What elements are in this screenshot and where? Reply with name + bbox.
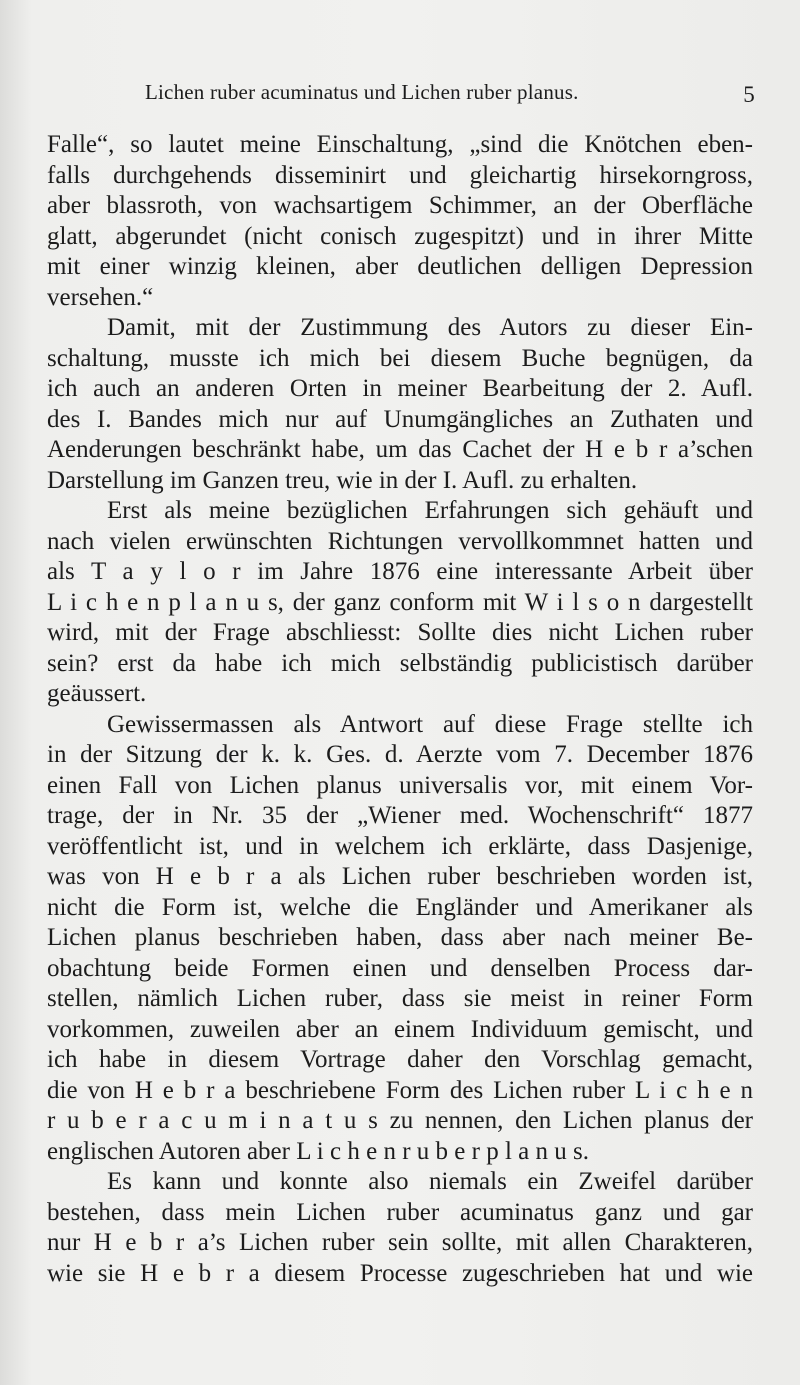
text-line: falls durchgehends disseminirt und gleichartig hirsekorngross, (47, 161, 753, 189)
text-line: ich habe in diesem Vortrage daher den Vorschlag gemacht, (47, 1046, 753, 1073)
running-title: Lichen ruber acuminatus und Lichen ruber planus. (145, 80, 579, 104)
text-line: Damit, mit der Zustimmung des Autors zu dieser Ein- (107, 314, 753, 341)
text-line: ich auch an anderen Orten in meiner Bearbeitung der 2. Aufl. (47, 375, 753, 402)
text-line: was von H e b r a als Lichen ruber beschrieben worden ist, (47, 863, 753, 890)
text-line: veröffentlicht ist, und in welchem ich erklärte, dass Dasjenige, (47, 832, 753, 860)
text-line: obachtung beide Formen einen und denselben Process dar- (47, 954, 753, 982)
text-line: stellen, nämlich Lichen ruber, dass sie meist in reiner Form (47, 985, 753, 1012)
text-line: trage, der in Nr. 35 der „Wiener med. Wochenschrift“ 1877 (47, 802, 753, 829)
text-line: Es kann und konnte also niemals ein Zweifel darüber (107, 1168, 753, 1195)
text-line: englischen Autoren aber L i c h e n r u b e r p l a n u s. (47, 1137, 589, 1165)
text-line: wird, mit der Frage abschliesst: Sollte dies nicht Lichen ruber (47, 619, 753, 646)
text-line: sein? erst da habe ich mich selbständig publicistisch darüber (47, 649, 753, 677)
text-line: nur H e b r a’s Lichen ruber sein sollte, mit allen Charakteren, (47, 1229, 753, 1256)
text-line: bestehen, dass mein Lichen ruber acuminatus ganz und gar (47, 1198, 753, 1226)
text-line: die von H e b r a beschriebene Form des Lichen ruber L i c h e n (47, 1076, 753, 1104)
text-line: aber blassroth, von wachsartigem Schimmer, an der Oberfläche (47, 192, 753, 219)
page-number: 5 (743, 82, 755, 107)
body-text (47, 130, 753, 1289)
text-line: r u b e r a c u m i n a t u s zu nennen, den Lichen planus der (47, 1107, 753, 1134)
text-line: Darstellung im Ganzen treu, wie in der I. Aufl. zu erhalten. (47, 466, 638, 494)
text-line: Aenderungen beschränkt habe, um das Cachet der H e b r a’schen (47, 436, 753, 463)
text-line: mit einer winzig kleinen, aber deutlichen delligen Depression (47, 253, 753, 280)
text-line: Lichen planus beschrieben haben, dass aber nach meiner Be- (47, 924, 753, 951)
text-line: in der Sitzung der k. k. Ges. d. Aerzte vom 7. December 1876 (47, 741, 753, 768)
text-line: Falle“, so lautet meine Einschaltung, „sind die Knötchen eben- (47, 131, 753, 158)
text-line: einen Fall von Lichen planus universalis vor, mit einem Vor- (47, 771, 753, 799)
text-line: glatt, abgerundet (nicht conisch zugespitzt) und in ihrer Mitte (47, 222, 753, 250)
text-line: schaltung, musste ich mich bei diesem Buche begnügen, da (47, 344, 753, 372)
text-line: als T a y l o r im Jahre 1876 eine interessante Arbeit über (47, 558, 753, 585)
text-line: L i c h e n p l a n u s, der ganz conform mit W i l s o n dargestellt (47, 588, 753, 616)
text-line: vorkommen, zuweilen aber an einem Individuum gemischt, und (47, 1015, 753, 1043)
text-line: nach vielen erwünschten Richtungen vervollkommnet hatten und (47, 527, 753, 555)
text-line: geäussert. (47, 680, 147, 707)
text-line: wie sie H e b r a diesem Processe zugeschrieben hat und wie (47, 1259, 753, 1287)
text-line: Gewissermassen als Antwort auf diese Frage stellte ich (107, 710, 753, 738)
text-line: versehen.“ (47, 283, 154, 311)
running-header (145, 80, 755, 110)
text-line: Erst als meine bezüglichen Erfahrungen sich gehäuft und (107, 497, 753, 524)
text-line: des I. Bandes mich nur auf Unumgängliches an Zuthaten und (47, 405, 753, 433)
text-line: nicht die Form ist, welche die Engländer und Amerikaner als (47, 893, 753, 921)
